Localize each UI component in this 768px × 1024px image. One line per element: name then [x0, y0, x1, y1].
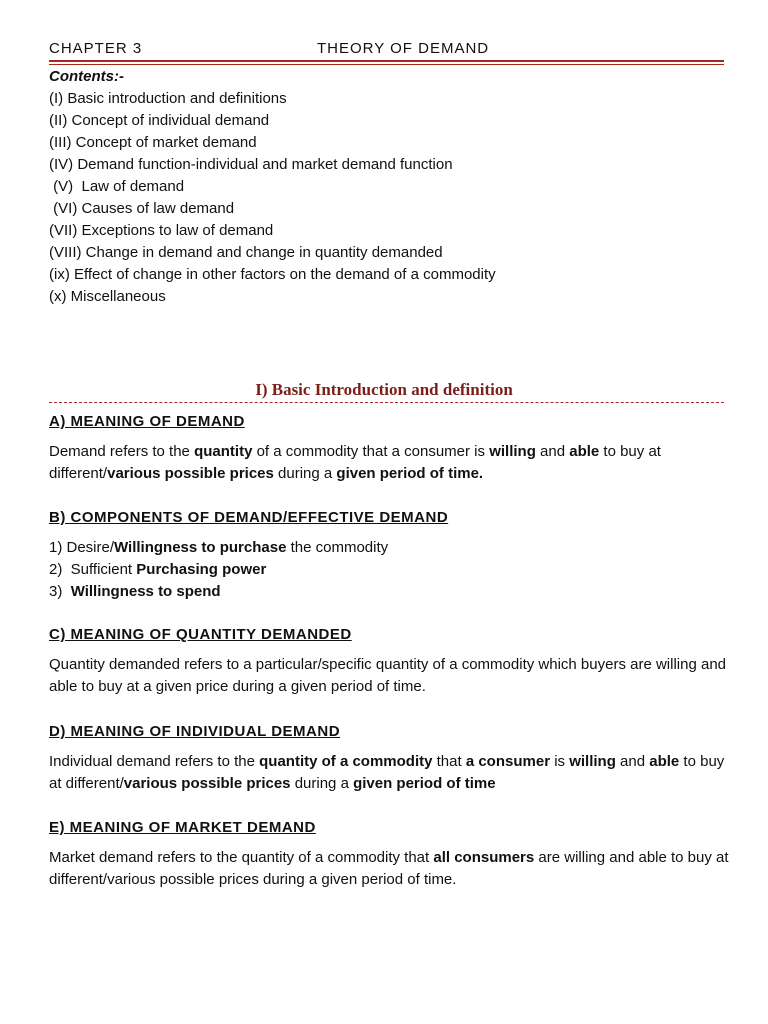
- section-b-heading: B) COMPONENTS OF DEMAND/EFFECTIVE DEMAND: [49, 509, 449, 526]
- contents-item: (II) Concept of individual demand: [49, 112, 270, 129]
- list-item: 2) Sufficient Purchasing power: [49, 561, 267, 578]
- section-d-heading: D) MEANING OF INDIVIDUAL DEMAND: [49, 723, 341, 740]
- section-e-text: Market demand refers to the quantity of a commodity that all consumers are willing and able to buy at different/various possible prices during a given period of time.: [49, 849, 729, 888]
- section-e-heading: E) MEANING OF MARKET DEMAND: [49, 819, 316, 836]
- contents-item: (VI) Causes of law demand: [49, 200, 235, 217]
- contents-item: (I) Basic introduction and definitions: [49, 90, 287, 107]
- contents-heading: Contents:-: [49, 68, 124, 85]
- contents-item: (VII) Exceptions to law of demand: [49, 222, 274, 239]
- section-c-text: Quantity demanded refers to a particular/specific quantity of a commodity which buyers are willing and able to buy at a given price during a given period of time.: [49, 656, 726, 695]
- header-rule: [49, 60, 724, 62]
- section-title: I) Basic Introduction and definition: [255, 380, 513, 399]
- section-a-text: Demand refers to the quantity of a commodity that a consumer is willing and able to buy at different/various possible prices during a given period of time.: [49, 443, 661, 482]
- section-e: [49, 817, 729, 891]
- section-a: [49, 411, 729, 485]
- contents-item: (VIII) Change in demand and change in quantity demanded: [49, 244, 443, 261]
- list-item: 3) Willingness to spend: [49, 583, 221, 600]
- contents-item: (III) Concept of market demand: [49, 134, 257, 151]
- list-item: 1) Desire/Willingness to purchase the commodity: [49, 539, 389, 556]
- section-a-heading: A) MEANING OF DEMAND: [49, 413, 245, 430]
- section-c-heading: C) MEANING OF QUANTITY DEMANDED: [49, 626, 352, 643]
- contents-item: (V) Law of demand: [49, 178, 185, 195]
- contents-item: (x) Miscellaneous: [49, 288, 166, 305]
- contents-item: (ix) Effect of change in other factors on the demand of a commodity: [49, 266, 496, 283]
- header-rule-thin: [49, 64, 724, 65]
- section-d: [49, 721, 729, 795]
- section-b: [49, 507, 729, 603]
- section-b-list: [49, 537, 729, 603]
- contents-list: [49, 66, 729, 308]
- section-d-text: Individual demand refers to the quantity of a commodity that a consumer is willing and able to buy at different/various possible prices during a given period of time: [49, 753, 725, 792]
- page-header: [49, 38, 724, 60]
- chapter-title: THEORY OF DEMAND: [317, 40, 490, 57]
- section-c: [49, 624, 729, 698]
- contents-item: (IV) Demand function-individual and market demand function: [49, 156, 453, 173]
- section-divider: [49, 402, 724, 403]
- chapter-label: CHAPTER 3: [49, 40, 143, 57]
